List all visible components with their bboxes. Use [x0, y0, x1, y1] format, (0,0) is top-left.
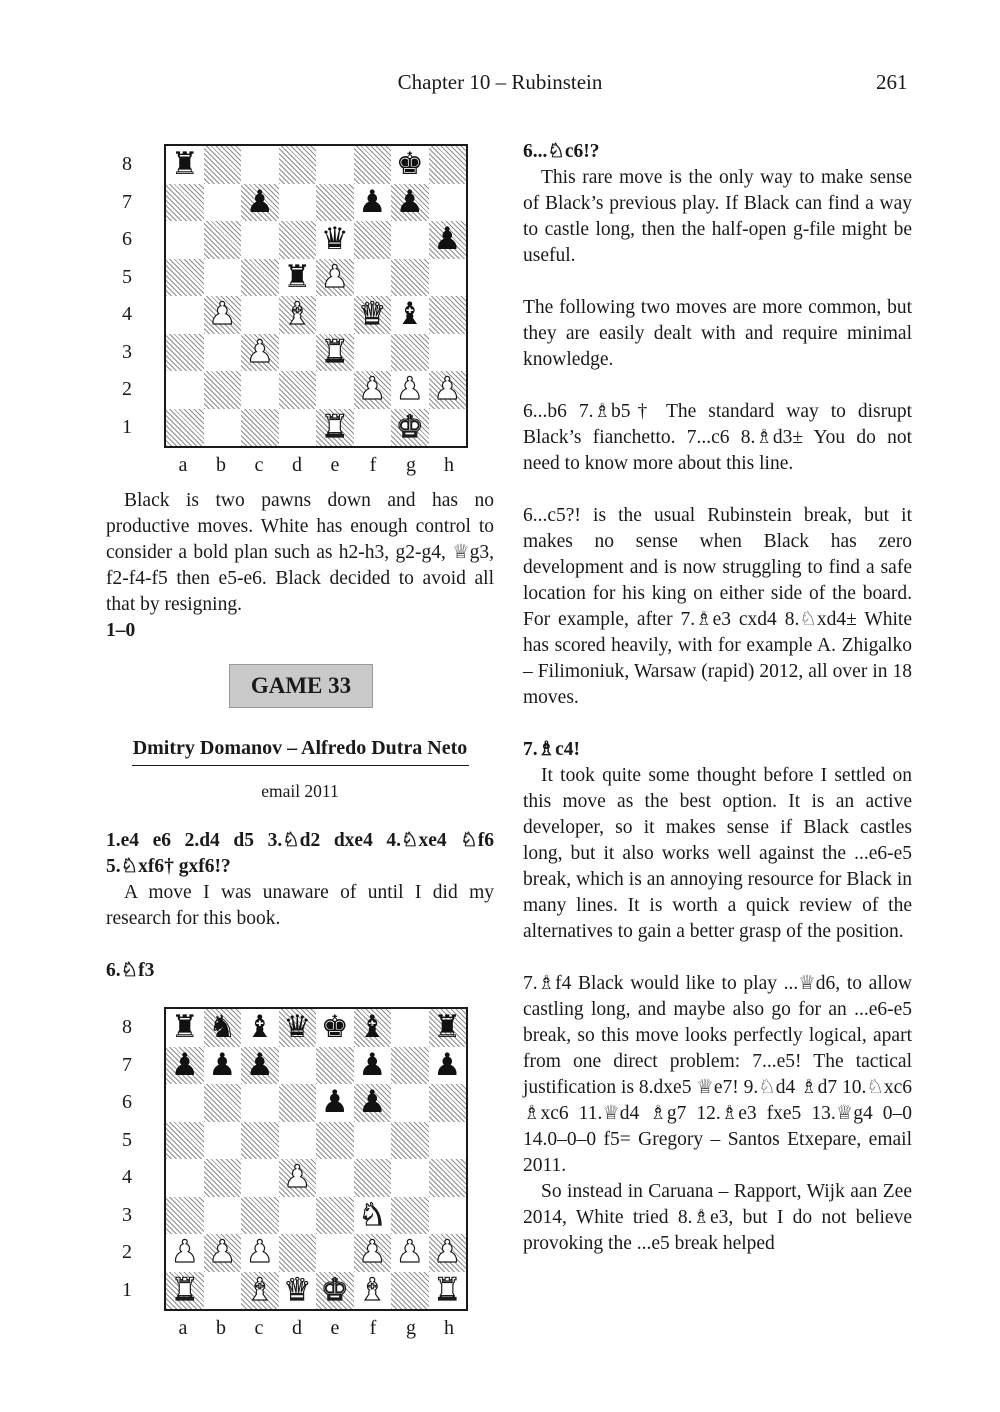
- black-pawn-icon: ♟: [433, 1046, 462, 1083]
- file-label: f: [369, 1317, 377, 1339]
- players-heading: Dmitry Domanov – Alfredo Dutra Neto: [132, 737, 468, 759]
- white-rook-icon: ♜: [433, 1271, 462, 1308]
- square-e8: [316, 1009, 354, 1047]
- square-a5: [166, 1122, 204, 1160]
- square-h7: [429, 1047, 467, 1085]
- square-b3: [204, 1197, 242, 1235]
- square-d8: [279, 146, 317, 184]
- square-d2: [279, 1234, 317, 1272]
- file-label: f: [369, 454, 377, 476]
- square-c5: [241, 259, 279, 297]
- square-a8: [166, 146, 204, 184]
- black-bishop-icon: ♝: [358, 1009, 387, 1046]
- white-pawn-icon: ♟: [433, 1234, 462, 1271]
- square-c5: [241, 1122, 279, 1160]
- black-pawn-icon: ♟: [395, 183, 424, 220]
- square-b1: [204, 1272, 242, 1310]
- square-e2: [316, 1234, 354, 1272]
- white-pawn-icon: ♟: [433, 371, 462, 408]
- file-label: e: [330, 1317, 340, 1339]
- rank-label: 2: [122, 1241, 132, 1263]
- square-e2: [316, 371, 354, 409]
- square-g8: [391, 146, 429, 184]
- white-pawn-icon: ♟: [208, 1234, 237, 1271]
- square-b3: [204, 334, 242, 372]
- square-d1: [279, 1272, 317, 1310]
- black-bishop-icon: ♝: [395, 296, 424, 333]
- opening-moves: 1.e4 e6 2.d4 d5 3.♘d2 dxe4 4.♘xe4 ♘f6 5.♘xf6† gxf6!?: [106, 830, 494, 877]
- paragraph-c5-line: 6...c5?! is the usual Rubinstein break, but it makes no sense when Black has zero development and is now struggling to find a safe location for his king on either side of the board. For example, after 7.♗e3 cxd4 8.♘xd4± White has scored heavily, with for example A. Zhigalko – Filimoniuk, Warsaw (rapid) 2012, all over in 18 moves.: [523, 505, 912, 708]
- square-g7: [391, 1047, 429, 1085]
- square-b5: [204, 259, 242, 297]
- paragraph-common-moves: The following two moves are more common, but they are easily dealt with and require minimal knowledge.: [523, 297, 912, 370]
- file-labels: [164, 1317, 468, 1340]
- chess-board: [164, 144, 468, 448]
- square-c8: [241, 146, 279, 184]
- square-e3: [316, 334, 354, 372]
- square-f1: [354, 1272, 392, 1310]
- chess-diagram-2: [122, 1007, 472, 1347]
- page-number: 261: [876, 70, 908, 94]
- chapter-header: Chapter 10 – Rubinstein: [397, 70, 603, 94]
- square-c4: [241, 1159, 279, 1197]
- square-e6: [316, 1084, 354, 1122]
- moves-comment: A move I was unaware of until I did my research for this book.: [106, 882, 494, 929]
- paragraph-rare-move: This rare move is the only way to make sense of Black’s previous play. If Black can find a way to castle long, then the half-open g-file might be useful.: [523, 167, 912, 266]
- square-h7: [429, 184, 467, 222]
- square-a4: [166, 1159, 204, 1197]
- square-e5: [316, 259, 354, 297]
- square-b7: [204, 1047, 242, 1085]
- file-label: e: [330, 454, 340, 476]
- square-h2: [429, 371, 467, 409]
- square-g5: [391, 259, 429, 297]
- square-c7: [241, 1047, 279, 1085]
- square-b6: [204, 1084, 242, 1122]
- white-bishop-icon: ♝: [358, 1271, 387, 1308]
- black-king-icon: ♚: [395, 146, 424, 183]
- square-f6: [354, 221, 392, 259]
- square-b1: [204, 409, 242, 447]
- rank-label: 2: [122, 378, 132, 400]
- square-b6: [204, 221, 242, 259]
- square-e6: [316, 221, 354, 259]
- rank-label: 8: [122, 1016, 132, 1038]
- black-knight-icon: ♞: [208, 1009, 237, 1046]
- square-h5: [429, 259, 467, 297]
- game-title-box: [229, 664, 373, 708]
- black-pawn-icon: ♟: [358, 183, 387, 220]
- white-rook-icon: ♜: [320, 333, 349, 370]
- square-d8: [279, 1009, 317, 1047]
- square-d1: [279, 409, 317, 447]
- file-label: g: [406, 1317, 416, 1339]
- paragraph-caruana-rapport: So instead in Caruana – Rapport, Wijk aan Zee 2014, White tried 8.♗e3, but I do not believe provoking the ...e5 break helped: [523, 1181, 912, 1254]
- white-pawn-icon: ♟: [395, 1234, 424, 1271]
- square-f5: [354, 1122, 392, 1160]
- square-e7: [316, 184, 354, 222]
- square-a2: [166, 371, 204, 409]
- square-h8: [429, 1009, 467, 1047]
- square-c1: [241, 1272, 279, 1310]
- square-b5: [204, 1122, 242, 1160]
- square-a7: [166, 1047, 204, 1085]
- white-pawn-icon: ♟: [358, 1234, 387, 1271]
- square-h8: [429, 146, 467, 184]
- square-h4: [429, 296, 467, 334]
- square-g3: [391, 334, 429, 372]
- square-f8: [354, 1009, 392, 1047]
- white-king-icon: ♚: [320, 1271, 349, 1308]
- black-pawn-icon: ♟: [358, 1084, 387, 1121]
- square-a6: [166, 1084, 204, 1122]
- square-a5: [166, 259, 204, 297]
- square-a6: [166, 221, 204, 259]
- rank-label: 3: [122, 340, 132, 363]
- square-f3: [354, 1197, 392, 1235]
- square-f2: [354, 371, 392, 409]
- rank-label: 1: [122, 415, 132, 438]
- white-rook-icon: ♜: [170, 1271, 199, 1308]
- square-c3: [241, 334, 279, 372]
- white-pawn-icon: ♟: [170, 1234, 199, 1271]
- square-c2: [241, 1234, 279, 1272]
- game-title: GAME 33: [250, 673, 352, 698]
- paragraph-bc4-explanation: It took quite some thought before I settled on this move as the best option. It is an active developer, so it makes sense if Black castles long, but it also works well against the ...e6-e5 break, which is an annoying resource for Black in many lines. It is worth a quick review of the alternatives to gain a better grasp of the position.: [523, 765, 912, 942]
- square-g6: [391, 221, 429, 259]
- square-c4: [241, 296, 279, 334]
- square-f4: [354, 296, 392, 334]
- white-queen-icon: ♛: [283, 1271, 312, 1308]
- square-c6: [241, 221, 279, 259]
- square-h1: [429, 409, 467, 447]
- event-line: email 2011: [261, 781, 339, 801]
- square-g1: [391, 409, 429, 447]
- square-f2: [354, 1234, 392, 1272]
- file-label: a: [178, 454, 188, 476]
- square-b4: [204, 1159, 242, 1197]
- white-pawn-icon: ♟: [245, 333, 274, 370]
- square-a8: [166, 1009, 204, 1047]
- square-d7: [279, 1047, 317, 1085]
- rank-label: 5: [122, 1128, 132, 1151]
- black-pawn-icon: ♟: [358, 1046, 387, 1083]
- black-rook-icon: ♜: [170, 1009, 199, 1046]
- black-rook-icon: ♜: [433, 1009, 462, 1046]
- square-d7: [279, 184, 317, 222]
- square-c3: [241, 1197, 279, 1235]
- square-h3: [429, 334, 467, 372]
- file-label: d: [292, 454, 302, 476]
- square-d6: [279, 1084, 317, 1122]
- square-f4: [354, 1159, 392, 1197]
- players-divider: [132, 765, 469, 766]
- right-column: [523, 139, 912, 1257]
- square-g8: [391, 1009, 429, 1047]
- square-b4: [204, 296, 242, 334]
- white-rook-icon: ♜: [320, 408, 349, 445]
- game-moves-block: [106, 828, 494, 984]
- rank-label: 4: [122, 303, 132, 325]
- black-queen-icon: ♛: [283, 1009, 312, 1046]
- square-g4: [391, 1159, 429, 1197]
- square-d6: [279, 221, 317, 259]
- file-label: h: [444, 454, 454, 476]
- square-a7: [166, 184, 204, 222]
- black-rook-icon: ♜: [283, 258, 312, 295]
- square-c2: [241, 371, 279, 409]
- file-label: g: [406, 454, 416, 476]
- file-label: c: [254, 454, 264, 476]
- file-label: d: [292, 1317, 302, 1339]
- square-h1: [429, 1272, 467, 1310]
- black-pawn-icon: ♟: [433, 221, 462, 258]
- white-queen-icon: ♛: [358, 296, 387, 333]
- rank-label: 4: [122, 1166, 132, 1188]
- rank-label: 3: [122, 1203, 132, 1226]
- square-g1: [391, 1272, 429, 1310]
- square-c8: [241, 1009, 279, 1047]
- white-knight-icon: ♞: [358, 1196, 387, 1233]
- square-b2: [204, 1234, 242, 1272]
- rank-label: 7: [122, 190, 132, 213]
- square-d3: [279, 1197, 317, 1235]
- square-e4: [316, 296, 354, 334]
- black-queen-icon: ♛: [320, 221, 349, 258]
- square-a3: [166, 1197, 204, 1235]
- game-result: 1–0: [106, 620, 136, 641]
- rank-label: 5: [122, 265, 132, 288]
- square-h4: [429, 1159, 467, 1197]
- rank-label: 1: [122, 1278, 132, 1301]
- square-f6: [354, 1084, 392, 1122]
- square-e1: [316, 409, 354, 447]
- white-king-icon: ♚: [395, 408, 424, 445]
- black-pawn-icon: ♟: [320, 1084, 349, 1121]
- black-pawn-icon: ♟: [170, 1046, 199, 1083]
- square-g5: [391, 1122, 429, 1160]
- square-f1: [354, 409, 392, 447]
- square-h6: [429, 221, 467, 259]
- left-text-block: [106, 488, 494, 644]
- square-f5: [354, 259, 392, 297]
- square-d5: [279, 259, 317, 297]
- square-e8: [316, 146, 354, 184]
- square-b7: [204, 184, 242, 222]
- white-pawn-icon: ♟: [395, 371, 424, 408]
- square-h6: [429, 1084, 467, 1122]
- square-c7: [241, 184, 279, 222]
- white-bishop-icon: ♝: [245, 1271, 274, 1308]
- move-6-black: 6...♘c6!?: [523, 141, 600, 162]
- paragraph-b6-line: 6...b6 7.♗b5† The standard way to disrupt Black’s fianchetto. 7...c6 8.♗d3± You do not need to know more about this line.: [523, 401, 912, 474]
- white-pawn-icon: ♟: [358, 371, 387, 408]
- black-pawn-icon: ♟: [245, 1046, 274, 1083]
- rank-label: 8: [122, 153, 132, 175]
- black-pawn-icon: ♟: [208, 1046, 237, 1083]
- square-e5: [316, 1122, 354, 1160]
- file-label: b: [216, 1317, 226, 1339]
- square-d5: [279, 1122, 317, 1160]
- move-6-white: 6.♘f3: [106, 960, 155, 981]
- file-label: c: [254, 1317, 264, 1339]
- square-g7: [391, 184, 429, 222]
- square-g2: [391, 1234, 429, 1272]
- square-d3: [279, 334, 317, 372]
- black-bishop-icon: ♝: [245, 1009, 274, 1046]
- square-b8: [204, 146, 242, 184]
- file-label: b: [216, 454, 226, 476]
- square-e3: [316, 1197, 354, 1235]
- rank-label: 7: [122, 1053, 132, 1076]
- black-king-icon: ♚: [320, 1009, 349, 1046]
- square-d4: [279, 1159, 317, 1197]
- black-pawn-icon: ♟: [245, 183, 274, 220]
- square-g2: [391, 371, 429, 409]
- white-bishop-icon: ♝: [283, 296, 312, 333]
- square-b2: [204, 371, 242, 409]
- rank-label: 6: [122, 1091, 132, 1113]
- black-rook-icon: ♜: [170, 146, 199, 183]
- square-f8: [354, 146, 392, 184]
- square-f7: [354, 1047, 392, 1085]
- white-pawn-icon: ♟: [320, 258, 349, 295]
- square-a3: [166, 334, 204, 372]
- square-d4: [279, 296, 317, 334]
- rank-label: 6: [122, 228, 132, 250]
- square-g6: [391, 1084, 429, 1122]
- chess-board: [164, 1007, 468, 1311]
- paragraph-bf4-line: 7.♗f4 Black would like to play ...♕d6, to allow castling long, and maybe also go for an ...e6-e5 break, so this move looks perfectly logical, apart from one direct problem: 7...e5! The tactical justification is 8.dxe5 ♕e7! 9.♘d4 ♗d7 10.♘xc6 ♗xc6 11.♕d4 ♗g7 12.♗e3 fxe5 13.♕g4 0–0 14.0–0–0 f5= Gregory – Santos Etxepare, email 2011.: [523, 973, 912, 1176]
- square-b8: [204, 1009, 242, 1047]
- square-e7: [316, 1047, 354, 1085]
- square-c6: [241, 1084, 279, 1122]
- chess-diagram-1: [122, 144, 472, 484]
- square-a1: [166, 409, 204, 447]
- file-label: a: [178, 1317, 188, 1339]
- white-pawn-icon: ♟: [283, 1159, 312, 1196]
- square-h3: [429, 1197, 467, 1235]
- file-label: h: [444, 1317, 454, 1339]
- square-a2: [166, 1234, 204, 1272]
- white-pawn-icon: ♟: [208, 296, 237, 333]
- square-e1: [316, 1272, 354, 1310]
- square-e4: [316, 1159, 354, 1197]
- white-pawn-icon: ♟: [245, 1234, 274, 1271]
- move-7-white: 7.♗c4!: [523, 739, 581, 760]
- square-a1: [166, 1272, 204, 1310]
- square-f3: [354, 334, 392, 372]
- square-h2: [429, 1234, 467, 1272]
- square-g4: [391, 296, 429, 334]
- file-labels: [164, 454, 468, 477]
- square-g3: [391, 1197, 429, 1235]
- square-h5: [429, 1122, 467, 1160]
- resignation-paragraph: Black is two pawns down and has no productive moves. White has enough control to consider a bold plan such as h2-h3, g2-g4, ♕g3, f2-f4-f5 then e5-e6. Black decided to avoid all that by resigning.: [106, 490, 494, 615]
- square-f7: [354, 184, 392, 222]
- square-c1: [241, 409, 279, 447]
- square-a4: [166, 296, 204, 334]
- square-d2: [279, 371, 317, 409]
